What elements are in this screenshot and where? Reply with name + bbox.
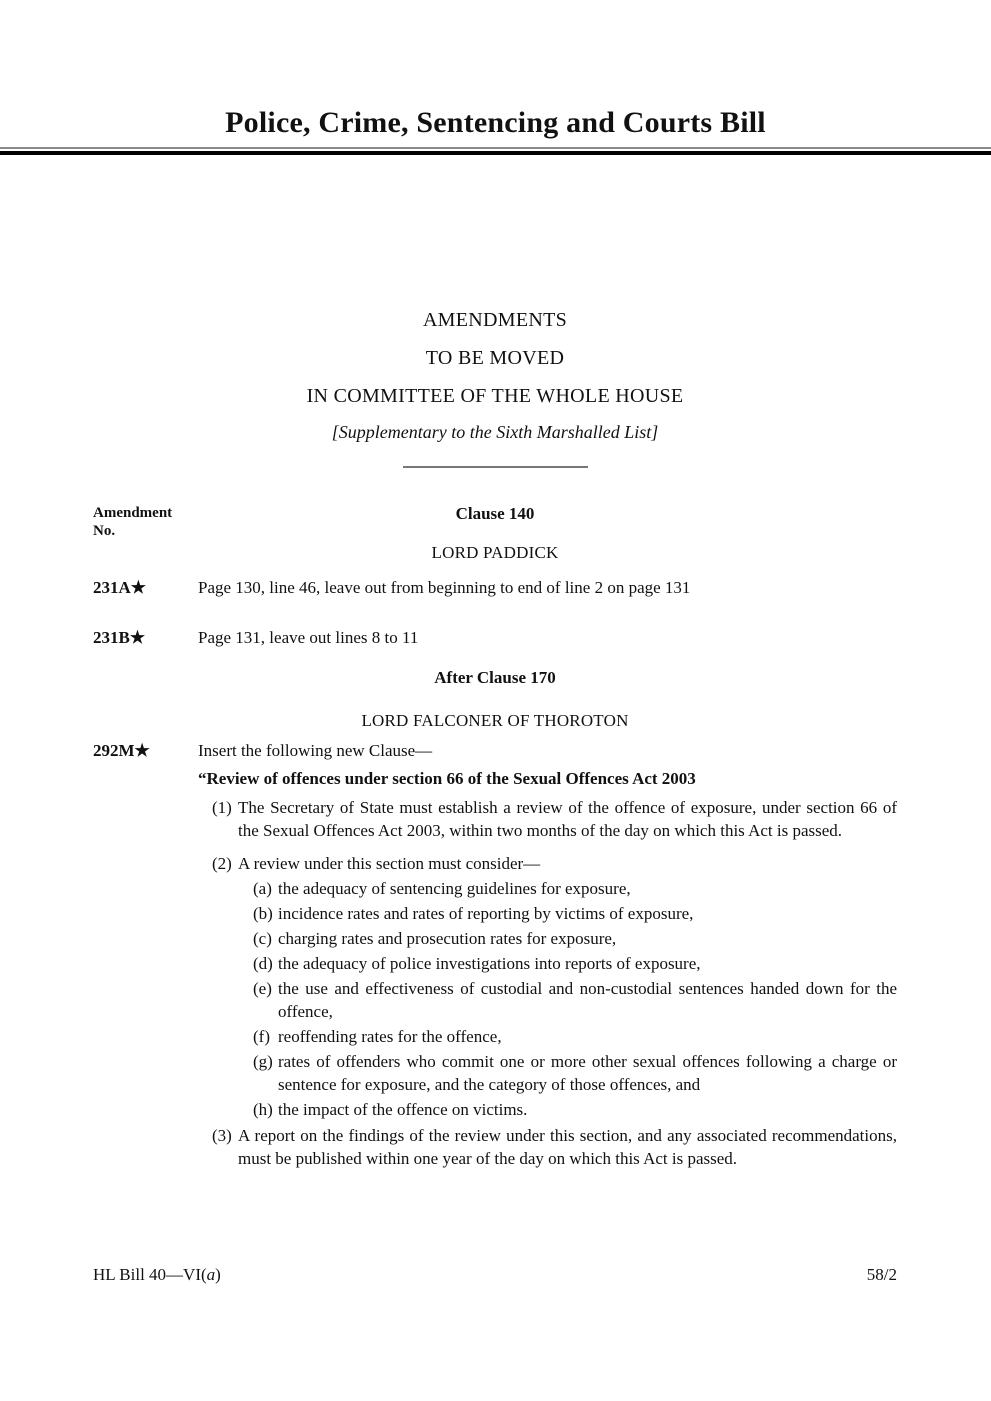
subsection-label: (3) [212, 1126, 232, 1145]
subitem-a [253, 877, 897, 900]
section-heading-after-clause-170: After Clause 170 [434, 668, 556, 687]
amendment-text: Page 130, line 46, leave out from beginning to end of line 2 on page 131 [198, 578, 691, 597]
subitem-text: the use and effectiveness of custodial and non-custodial sentences handed down for the offence, [278, 979, 897, 1021]
section-heading-clause-140: Clause 140 [455, 504, 535, 523]
header-line-committee: IN COMMITTEE OF THE WHOLE HOUSE [306, 385, 684, 407]
header-line-to-be-moved: TO BE MOVED [425, 347, 565, 369]
subitem-text: incidence rates and rates of reporting by victims of exposure, [278, 904, 694, 923]
subitem-text: rates of offenders who commit one or more other sexual offences following a charge or sentence for exposure, and the category of those offences, and [278, 1052, 897, 1094]
marshalled-list-note: [Supplementary to the Sixth Marshalled List] [331, 422, 659, 442]
sponsor-name-paddick: LORD PADDICK [431, 543, 559, 562]
subitem-label: (e) [253, 979, 272, 998]
subsection-2 [212, 852, 897, 1121]
amendment-number-column-header: Amendment No. [93, 505, 173, 539]
amendment-231B [93, 626, 897, 649]
page-footer [93, 1264, 897, 1286]
page-title: Police, Crime, Sentencing and Courts Bill [225, 106, 766, 139]
amendment-number: 231A★ [93, 578, 147, 597]
subsection-label: (2) [212, 854, 232, 873]
subitem-label: (d) [253, 954, 273, 973]
subitem-text: the adequacy of police investigations into reports of exposure, [278, 954, 701, 973]
subitem-text: reoffending rates for the offence, [278, 1027, 502, 1046]
subitem-text: charging rates and prosecution rates for exposure, [278, 929, 617, 948]
subitem-label: (c) [253, 929, 272, 948]
sponsor-name-falconer: LORD FALCONER OF THOROTON [361, 711, 629, 730]
subitem-e [253, 977, 897, 1023]
subitem-f [253, 1025, 897, 1048]
subitem-label: (h) [253, 1100, 273, 1119]
subsection-1 [212, 796, 897, 842]
amendment-number: 231B★ [93, 628, 146, 647]
first-section-header [93, 504, 897, 539]
subitem-text: the adequacy of sentencing guidelines for exposure, [278, 879, 631, 898]
footer-page-number: 58/2 [866, 1265, 897, 1284]
subitem-label: (g) [253, 1052, 273, 1071]
subsection-text: The Secretary of State must establish a review of the offence of exposure, under section 66 of the Sexual Offences Act 2003, within two months of the day on which this Act is passed. [238, 798, 897, 840]
subitem-g [253, 1050, 897, 1096]
title-rule-thick [0, 151, 991, 155]
header-line-amendments: AMENDMENTS [422, 309, 568, 331]
subitem-label: (b) [253, 904, 273, 923]
subitem-text: the impact of the offence on victims. [278, 1100, 528, 1119]
subsection-text: A report on the findings of the review under this section, and any associated recommendations, must be published within one year of the day on which this Act is passed. [238, 1126, 897, 1168]
section-separator-rule [403, 466, 588, 468]
subsection-text: A review under this section must consider— [238, 854, 541, 873]
title-double-rule [0, 147, 991, 155]
amendment-231A [93, 576, 897, 599]
subitem-d [253, 952, 897, 975]
subitem-label: (f) [253, 1027, 270, 1046]
subsection-label: (1) [212, 798, 232, 817]
subitem-h [253, 1098, 897, 1121]
subitem-label: (a) [253, 879, 272, 898]
subitem-c [253, 927, 897, 950]
document-header [93, 301, 897, 449]
amendment-number: 292M★ [93, 741, 150, 760]
footer-bill-reference: HL Bill 40—VI(a) [93, 1265, 221, 1284]
amendment-text: Page 131, leave out lines 8 to 11 [198, 628, 419, 647]
amendment-292M [93, 739, 897, 762]
subitem-b [253, 902, 897, 925]
new-clause-title: “Review of offences under section 66 of the Sexual Offences Act 2003 [198, 769, 696, 788]
amendment-instruction: Insert the following new Clause— [198, 741, 433, 760]
subsection-3 [212, 1124, 897, 1170]
